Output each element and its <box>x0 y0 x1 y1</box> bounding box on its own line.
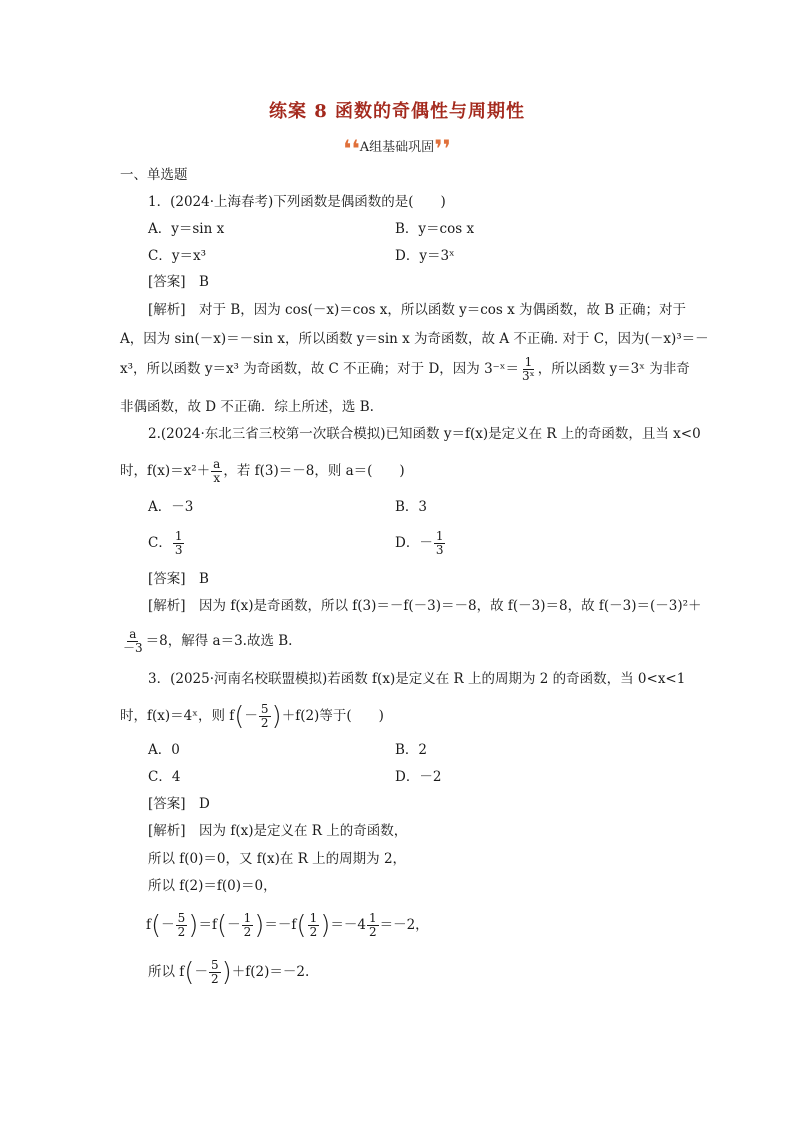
q1-analysis-line-1: [解析] 对于 B，因为 cos(－x)＝cos x，所以函数 y＝cos x 为偶函数，故 B 正确；对于 <box>148 302 687 318</box>
q1-option-d: D．y＝3ˣ <box>395 248 455 264</box>
quote-open-icon: ❛❛ <box>343 135 360 163</box>
q3-analysis-line-2: 所以 f(0)＝0，又 f(x)在 R 上的周期为 2， <box>148 851 407 867</box>
q1-answer: [答案] B <box>148 274 209 290</box>
q2-option-c-num: 1 <box>174 529 183 543</box>
q2-stem-fraction <box>211 458 222 485</box>
q3-a4-t4: ＝－2， <box>379 917 429 933</box>
q3-a4-frac-4 <box>367 912 379 939</box>
page-title: 练案 8 函数的奇偶性与周期性 <box>268 101 526 122</box>
q3-stem-part-a: 时，f(x)＝4ˣ，则 f <box>120 708 235 724</box>
q2-stem-line-2 <box>120 458 405 485</box>
q1-option-c: C．y＝x³ <box>148 248 206 264</box>
q3-a4-frac-4-num: 1 <box>368 911 377 925</box>
q1-analysis-line-3-part-a: x³，所以函数 y＝x³ 为奇函数，故 C 不正确；对于 D，因为 3⁻ˣ＝ <box>120 361 520 377</box>
q2-analysis-line-1: [解析] 因为 f(x)是奇函数，所以 f(3)＝－f(－3)＝－8，故 f(－3)＝8，故 f(－3)＝(－3)²＋ <box>148 598 702 614</box>
q3-a4-frac-1 <box>176 912 188 939</box>
paren-open-icon: ( <box>184 957 195 988</box>
q2-stem-line-1: 2.(2024·东北三省三校第一次联合模拟)已知函数 y＝f(x)是定义在 R 上的奇函数，且当 x<0 <box>148 426 701 442</box>
q1-fraction-den: 3ˣ <box>522 369 535 383</box>
q1-analysis-line-3-part-b: ，所以函数 y＝3ˣ 为非奇 <box>537 361 690 377</box>
group-label: A组基础巩固 <box>359 140 435 155</box>
paren-open-icon: ( <box>296 910 307 941</box>
q3-a4-t3: ＝－4 <box>330 917 366 933</box>
q3-a4-frac-4-den: 2 <box>368 925 377 939</box>
q2-analysis-line-2-text: ＝8，解得 a＝3.故选 B. <box>145 633 293 649</box>
q3-answer: [答案] D <box>148 796 210 812</box>
q3-analysis-line-4: f(－ $\frac{5}{2}$ )＝f(－ $\frac{1}{2}$ )＝－f( $\frac{1}{2}$ )＝－4 $\frac{1}{2}$ ＝－2， <box>146 910 429 941</box>
q2-option-d-num: 1 <box>435 529 444 543</box>
q3-a5-part-b: ＋f(2)＝－2. <box>231 964 310 980</box>
q3-option-c: C．4 <box>148 769 181 785</box>
group-banner <box>0 135 794 163</box>
q3-option-a: A．0 <box>148 742 180 758</box>
q3-a5-frac-num: 5 <box>210 958 219 972</box>
q3-option-b: B．2 <box>395 742 428 758</box>
q2-option-c-label: C． <box>148 535 172 551</box>
section-heading: 一、单选题 <box>120 167 188 183</box>
q2-option-d-den: 3 <box>435 543 444 557</box>
paren-close-icon: ) <box>271 701 282 732</box>
q3-a4-frac-3-den: 2 <box>309 925 318 939</box>
q3-stem-line-2: 时，f(x)＝4ˣ，则 f(－ $\frac{5}{2}$ )＋f(2)等于( ) <box>120 701 384 732</box>
q1-option-a: A．y＝sin x <box>148 221 225 237</box>
q3-analysis-line-3: 所以 f(2)＝f(0)＝0， <box>148 878 277 894</box>
q1-fraction <box>520 356 537 383</box>
q3-a4-f: f <box>146 917 151 933</box>
paren-close-icon: ) <box>254 910 265 941</box>
q3-stem-fraction-num: 5 <box>260 702 269 716</box>
q2-stem-fraction-num: a <box>213 457 221 471</box>
q3-a4-frac-2-den: 2 <box>243 925 252 939</box>
q3-a5-frac-den: 2 <box>210 972 219 986</box>
q2-option-b: B．3 <box>395 499 428 515</box>
q2-option-c-den: 3 <box>174 543 183 557</box>
q1-analysis-line-2: A，因为 sin(－x)＝－sin x，所以函数 y＝sin x 为奇函数，故 A 不正确. 对于 C，因为(－x)³＝－ <box>120 331 709 347</box>
q2-option-c <box>148 530 185 557</box>
q2-analysis-fraction-num: a <box>129 627 137 641</box>
q1-stem: 1．(2024·上海春考)下列函数是偶函数的是( ) <box>148 194 446 210</box>
q2-stem-part-b: ，若 f(3)＝－8，则 a＝( ) <box>223 463 405 479</box>
q3-stem-fraction <box>259 703 271 730</box>
q1-option-b: B．y＝cos x <box>395 221 475 237</box>
q2-option-a: A．－3 <box>148 499 194 515</box>
q2-option-d <box>395 530 446 557</box>
q2-stem-part-a: 时，f(x)＝x²＋ <box>120 463 211 479</box>
q1-analysis-line-4: 非偶函数，故 D 不正确．综上所述，选 B. <box>120 399 374 415</box>
paren-close-icon: ) <box>320 910 331 941</box>
q2-analysis-fraction-den: －3 <box>123 641 143 655</box>
paren-close-icon: ) <box>188 910 199 941</box>
quote-close-icon: ❜❜ <box>434 135 451 163</box>
q3-a4-frac-1-num: 5 <box>177 911 186 925</box>
q3-stem-line-1: 3．(2025·河南名校联盟模拟)若函数 f(x)是定义在 R 上的周期为 2 的奇函数，当 0<x<1 <box>148 671 686 687</box>
q3-a4-frac-3 <box>308 912 320 939</box>
q2-analysis-line-2 <box>120 628 292 655</box>
q2-answer: [答案] B <box>148 571 209 587</box>
q3-a4-t1: ＝f <box>198 917 217 933</box>
q3-a4-frac-2-num: 1 <box>243 911 252 925</box>
q2-option-d-label: D．－ <box>395 535 433 551</box>
q3-option-d: D．－2 <box>395 769 442 785</box>
q1-analysis-line-3 <box>120 356 690 383</box>
paren-open-icon: ( <box>151 910 162 941</box>
q3-stem-part-b: ＋f(2)等于( ) <box>281 708 384 724</box>
q3-a4-frac-1-den: 2 <box>177 925 186 939</box>
q3-a4-t2: ＝－f <box>264 917 297 933</box>
paren-open-icon: ( <box>216 910 228 941</box>
paren-open-icon: ( <box>234 701 245 732</box>
q3-a4-frac-2 <box>242 912 254 939</box>
q3-a5-part-a: 所以 f <box>148 964 185 980</box>
q2-option-d-fraction <box>434 530 446 557</box>
q1-fraction-num: 1 <box>524 355 533 369</box>
q2-analysis-fraction <box>121 628 145 655</box>
q3-analysis-line-1: [解析] 因为 f(x)是定义在 R 上的奇函数， <box>148 823 408 839</box>
q2-option-c-fraction <box>173 530 185 557</box>
q3-a5-frac <box>209 959 221 986</box>
paren-close-icon: ) <box>221 957 232 988</box>
q3-a4-frac-3-num: 1 <box>309 911 318 925</box>
q2-stem-fraction-den: x <box>213 471 221 485</box>
q3-stem-fraction-den: 2 <box>260 716 269 730</box>
q3-analysis-line-5: 所以 f(－ $\frac{5}{2}$ )＋f(2)＝－2. <box>148 957 310 988</box>
